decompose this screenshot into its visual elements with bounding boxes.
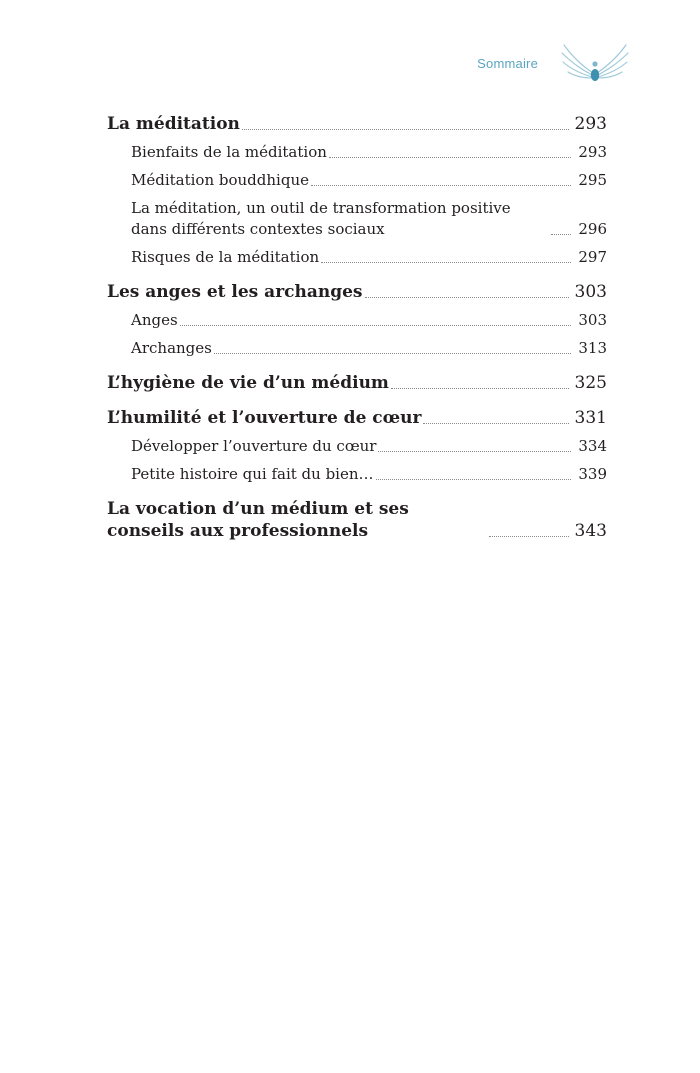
toc-section — [107, 407, 607, 485]
dot-leader — [329, 157, 571, 158]
dot-leader — [180, 325, 571, 326]
toc-subentry[interactable] — [107, 247, 607, 268]
angel-wings-icon — [556, 37, 634, 89]
toc-section — [107, 372, 607, 394]
dot-leader — [551, 234, 571, 235]
dot-leader — [311, 185, 571, 186]
toc-chapter-entry[interactable] — [107, 407, 607, 429]
toc-subentry[interactable] — [107, 170, 607, 191]
toc-section — [107, 113, 607, 268]
toc-subentry[interactable] — [107, 310, 607, 331]
toc-chapter-entry[interactable] — [107, 113, 607, 135]
toc-chapter-entry[interactable] — [107, 498, 607, 542]
subentry-title: La méditation, un outil de transformation positive dans différents contextes sociaux — [131, 199, 511, 238]
dot-leader — [242, 129, 569, 130]
subentry-title: Petite histoire qui fait du bien… — [131, 465, 374, 483]
page-number: 303 — [578, 311, 607, 329]
table-of-contents — [107, 113, 607, 555]
page-number: 293 — [578, 143, 607, 161]
chapter-title: La vocation d’un médium et ses conseils aux professionnels — [107, 499, 409, 541]
subentry-title: Anges — [131, 311, 178, 329]
subentry-title: Méditation bouddhique — [131, 171, 309, 189]
toc-subentry[interactable] — [107, 464, 607, 485]
dot-leader — [489, 536, 569, 537]
subentry-title: Risques de la méditation — [131, 248, 320, 266]
page-number: 343 — [574, 521, 607, 541]
toc-subentry[interactable] — [107, 338, 607, 359]
toc-subentry[interactable] — [107, 142, 607, 163]
page-number: 339 — [578, 465, 607, 483]
dot-leader — [376, 479, 571, 480]
dot-leader — [214, 353, 571, 354]
dot-leader — [423, 423, 568, 424]
subentry-title: Archanges — [131, 339, 212, 357]
page-number: 295 — [578, 171, 607, 189]
chapter-title: L’humilité et l’ouverture de cœur — [107, 408, 422, 428]
page-number: 331 — [574, 408, 607, 428]
running-header-title: Sommaire — [477, 55, 538, 71]
chapter-title: La méditation — [107, 114, 240, 134]
page-number: 313 — [578, 339, 607, 357]
page-number: 334 — [578, 437, 607, 455]
toc-subentry[interactable] — [107, 436, 607, 457]
toc-subentry[interactable] — [107, 198, 607, 240]
toc-section — [107, 498, 607, 542]
toc-section — [107, 281, 607, 359]
subentry-title: Bienfaits de la méditation — [131, 143, 327, 161]
dot-leader — [321, 262, 571, 263]
page-number: 293 — [574, 114, 607, 134]
chapter-title: L’hygiène de vie d’un médium — [107, 373, 389, 393]
dot-leader — [378, 451, 571, 452]
subentry-title: Développer l’ouverture du cœur — [131, 437, 377, 455]
chapter-title: Les anges et les archanges — [107, 282, 363, 302]
dot-leader — [391, 388, 569, 389]
toc-chapter-entry[interactable] — [107, 372, 607, 394]
page-number: 296 — [578, 220, 607, 238]
page-number: 297 — [578, 248, 607, 266]
toc-chapter-entry[interactable] — [107, 281, 607, 303]
page-header — [477, 38, 634, 88]
page-number: 303 — [574, 282, 607, 302]
dot-leader — [365, 297, 569, 298]
page-number: 325 — [574, 373, 607, 393]
